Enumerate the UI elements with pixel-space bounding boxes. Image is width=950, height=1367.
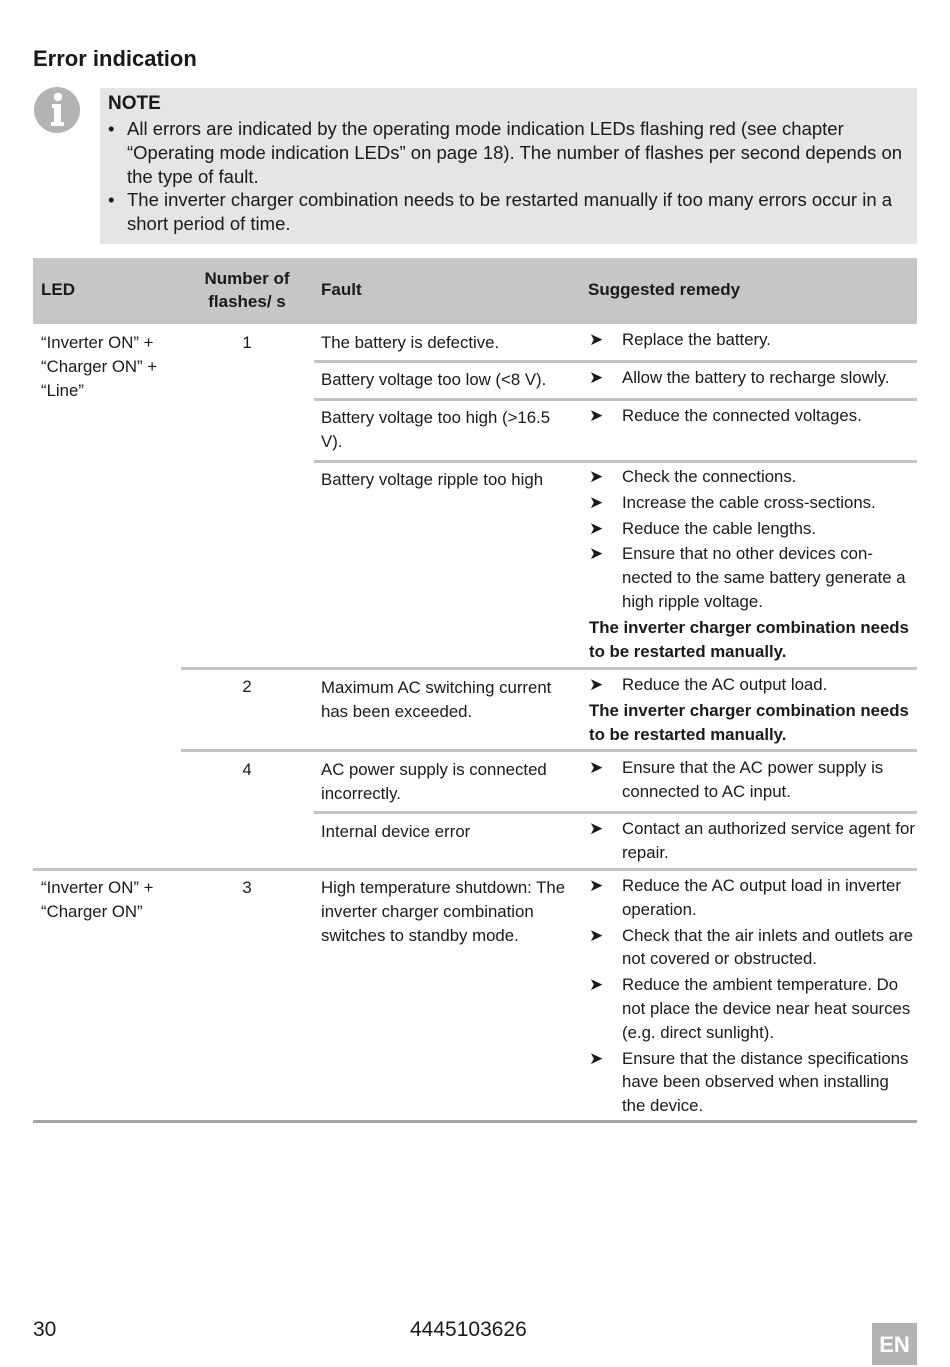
arrow-icon: ➤ bbox=[589, 819, 604, 838]
arrow-icon: ➤ bbox=[589, 330, 604, 349]
remedy-cell bbox=[589, 874, 915, 1120]
arrow-icon: ➤ bbox=[589, 492, 604, 512]
restart-notice: The inverter charger combination needs to be restarted manually. bbox=[589, 617, 909, 661]
bullet-icon: • bbox=[108, 118, 115, 139]
fault-cell: Battery voltage too low (<8 V). bbox=[321, 370, 547, 389]
row-divider bbox=[314, 460, 917, 463]
remedy-cell bbox=[589, 328, 915, 354]
remedy-item: ➤ Reduce the cable lengths. bbox=[589, 517, 915, 541]
flash-count: 4 bbox=[242, 760, 252, 779]
remedy-item: ➤ Reduce the AC output load. bbox=[589, 673, 915, 697]
remedy-item: ➤ Ensure that no other devices connected to the same battery generate a high ripple voltage. bbox=[589, 544, 906, 611]
remedy-cell bbox=[589, 366, 915, 392]
remedy-item: ➤ Reduce the connected voltages. bbox=[589, 404, 915, 428]
note-item: • The inverter charger combination needs to be restarted manually if too many errors occur in a short period of time. bbox=[108, 189, 893, 235]
page-number: 30 bbox=[33, 1318, 57, 1341]
flash-count: 2 bbox=[242, 677, 252, 696]
table-header bbox=[33, 258, 917, 324]
restart-notice: The inverter charger combination needs to be restarted manually. bbox=[589, 700, 909, 744]
remedy-cell bbox=[589, 673, 915, 746]
arrow-icon: ➤ bbox=[589, 675, 604, 694]
bullet-icon: • bbox=[108, 189, 115, 211]
row-divider bbox=[314, 360, 917, 363]
remedy-item: ➤ Reduce the AC output load in inverter operation. bbox=[589, 876, 901, 919]
remedy-item: ➤ Replace the battery. bbox=[589, 328, 915, 352]
led-cell: “Inverter ON” + “Charger ON” + “Line” bbox=[41, 333, 158, 400]
fault-cell: Maximum AC switching current has been exceeded. bbox=[321, 678, 552, 721]
arrow-icon: ➤ bbox=[589, 975, 604, 995]
header-suggested-remedy: Suggested remedy bbox=[588, 280, 741, 299]
flash-count: 1 bbox=[242, 333, 252, 352]
arrow-icon: ➤ bbox=[589, 1048, 604, 1068]
fault-cell: Battery voltage too high (>16.5 V). bbox=[321, 408, 551, 451]
note-item: • All errors are indicated by the operating mode indication LEDs flashing red (see chapter “Operating mode indication LEDs” on page 18). The number of flashes per second depends on the type of fault. bbox=[108, 118, 903, 187]
remedy-item: ➤ Ensure that the AC power supply is connected to AC input. bbox=[589, 758, 884, 801]
fault-cell: AC power supply is connected incorrectly. bbox=[321, 760, 547, 803]
note-list bbox=[108, 117, 909, 236]
remedy-cell bbox=[589, 756, 915, 806]
arrow-icon: ➤ bbox=[589, 518, 604, 538]
header-number-of-flashes: Number of flashes/ s bbox=[204, 269, 290, 311]
remedy-item: ➤ Check the connections. bbox=[589, 465, 915, 489]
remedy-item: ➤ Allow the battery to recharge slowly. bbox=[589, 366, 915, 390]
row-divider bbox=[181, 749, 917, 752]
header-led: LED bbox=[41, 280, 75, 299]
fault-cell: Battery voltage ripple too high bbox=[321, 470, 544, 489]
remedy-cell bbox=[589, 465, 915, 663]
arrow-icon: ➤ bbox=[589, 544, 604, 564]
document-number: 4445103626 bbox=[410, 1318, 527, 1341]
led-cell: “Inverter ON” + “Charger ON” bbox=[41, 878, 154, 921]
fault-cell: Internal device error bbox=[321, 822, 471, 841]
flash-count: 3 bbox=[242, 878, 252, 897]
arrow-icon: ➤ bbox=[589, 467, 604, 486]
info-icon bbox=[33, 86, 81, 134]
remedy-item: ➤ Contact an authorized service agent for repair. bbox=[589, 819, 915, 862]
remedy-item: ➤ Increase the cable cross-sections. bbox=[589, 491, 915, 515]
fault-cell: High temperature shutdown: The inverter charger combination switches to standby mode. bbox=[321, 878, 566, 945]
language-badge: EN bbox=[872, 1323, 917, 1365]
note-title: NOTE bbox=[108, 93, 161, 114]
remedy-cell bbox=[589, 404, 915, 430]
arrow-icon: ➤ bbox=[589, 925, 604, 945]
arrow-icon: ➤ bbox=[589, 406, 604, 425]
row-divider bbox=[314, 398, 917, 401]
remedy-item: ➤ Check that the air inlets and outlets are not covered or obstructed. bbox=[589, 925, 914, 969]
section-heading: Error indication bbox=[33, 46, 197, 71]
arrow-icon: ➤ bbox=[589, 758, 604, 777]
header-fault: Fault bbox=[321, 280, 362, 299]
fault-cell: The battery is defective. bbox=[321, 333, 500, 352]
arrow-icon: ➤ bbox=[589, 876, 604, 895]
table-bottom-border bbox=[33, 1120, 917, 1123]
remedy-cell bbox=[589, 817, 915, 867]
note-box bbox=[100, 88, 917, 244]
group-divider bbox=[33, 868, 917, 871]
remedy-item: ➤ Reduce the ambient temperature. Do not place the device near heat sources (e.g. direct sunlight). bbox=[589, 975, 911, 1042]
arrow-icon: ➤ bbox=[589, 368, 604, 387]
remedy-item: ➤ Ensure that the distance specifications have been observed when installing the device. bbox=[589, 1048, 909, 1116]
row-divider bbox=[314, 811, 917, 814]
row-divider bbox=[181, 667, 917, 670]
